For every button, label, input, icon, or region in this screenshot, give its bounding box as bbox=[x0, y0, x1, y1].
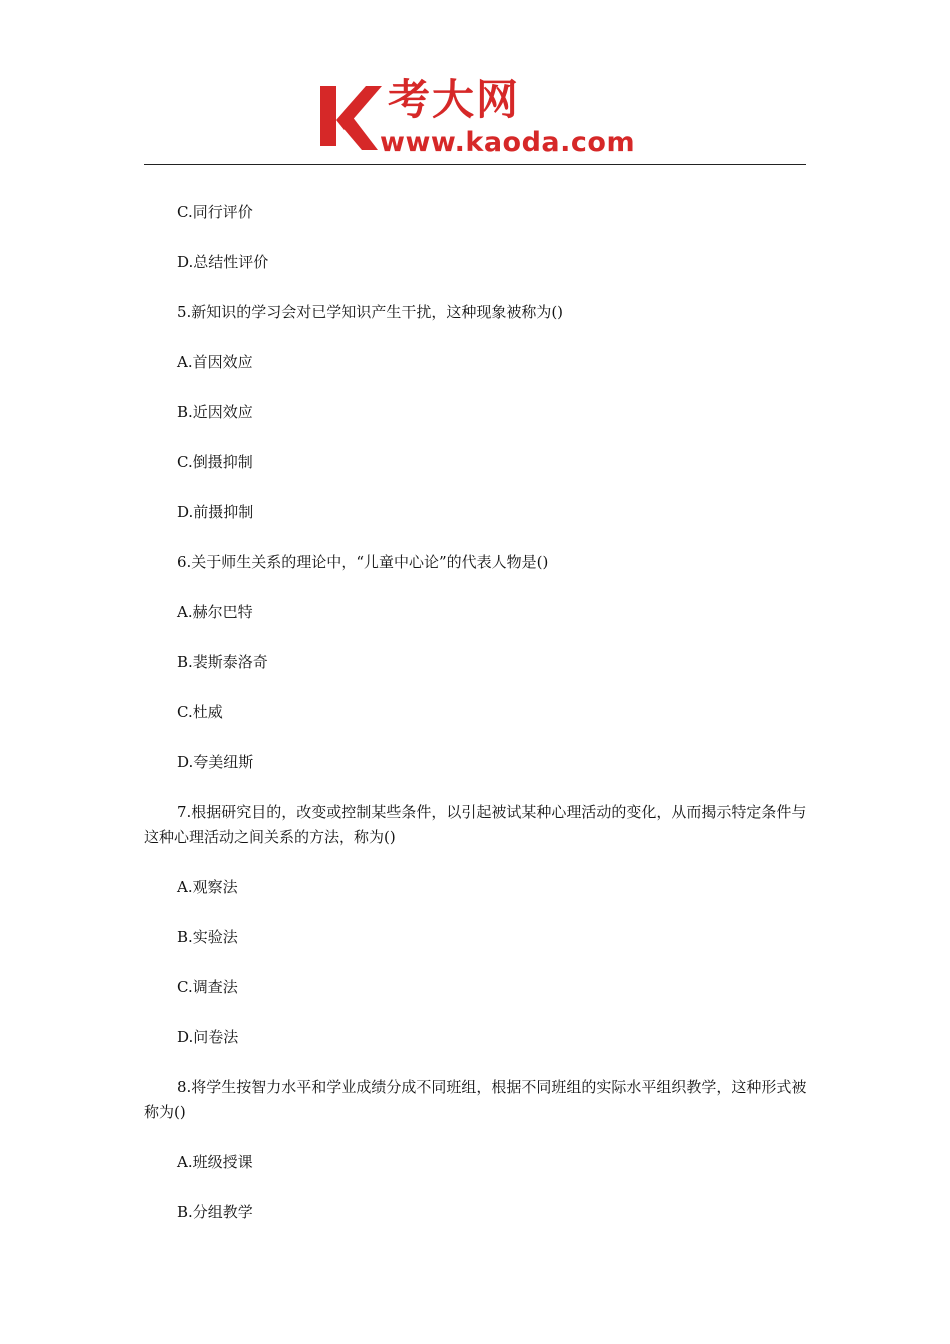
question-text: 6.关于师生关系的理论中，“儿童中心论”的代表人物是() bbox=[177, 553, 549, 571]
header-divider bbox=[144, 164, 806, 165]
option-text: B.分组教学 bbox=[177, 1203, 253, 1221]
option-text: D.前摄抑制 bbox=[177, 503, 254, 521]
question-text: 7.根据研究目的，改变或控制某些条件，以引起被试某种心理活动的变化，从而揭示特定条件与这种心理活动之间关系的方法，称为() bbox=[144, 803, 807, 846]
option-text: C.同行评价 bbox=[177, 203, 253, 221]
question-content bbox=[144, 200, 808, 1250]
option-text: B.裴斯泰洛奇 bbox=[177, 653, 268, 671]
option-text: B.实验法 bbox=[177, 928, 238, 946]
k-logo-icon bbox=[318, 80, 384, 152]
option-text: C.倒摄抑制 bbox=[177, 453, 253, 471]
option-text: D.夸美纽斯 bbox=[177, 753, 254, 771]
option-text: C.调查法 bbox=[177, 978, 238, 996]
logo-url: www.kaoda.com bbox=[380, 127, 636, 158]
question-text: 5.新知识的学习会对已学知识产生干扰，这种现象被称为() bbox=[177, 303, 564, 321]
option-text: A.班级授课 bbox=[177, 1153, 253, 1171]
logo-title: 考大网 bbox=[388, 75, 521, 124]
option-text: D.总结性评价 bbox=[177, 253, 269, 271]
option-text: A.赫尔巴特 bbox=[177, 603, 253, 621]
option-text: A.首因效应 bbox=[177, 353, 253, 371]
option-text: B.近因效应 bbox=[177, 403, 253, 421]
kaoda-logo bbox=[318, 75, 648, 162]
question-text: 8.将学生按智力水平和学业成绩分成不同班组，根据不同班组的实际水平组织教学，这种形式被称为() bbox=[144, 1078, 807, 1121]
option-text: A.观察法 bbox=[177, 878, 238, 896]
option-text: D.问卷法 bbox=[177, 1028, 239, 1046]
option-text: C.杜威 bbox=[177, 703, 223, 721]
